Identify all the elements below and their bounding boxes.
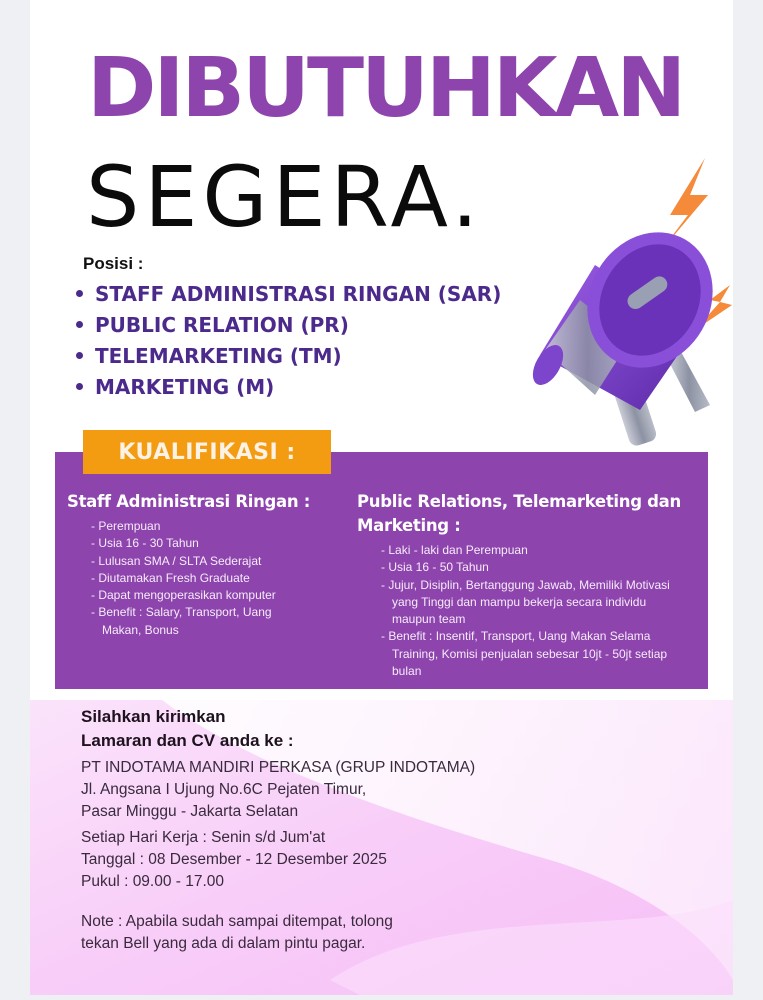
position-label: PUBLIC RELATION (PR) [95,312,349,337]
position-label: STAFF ADMINISTRASI RINGAN (SAR) [95,281,502,306]
contact-section [81,705,475,955]
position-item [76,340,501,371]
position-label: TELEMARKETING (TM) [95,343,342,368]
subheadline: SEGERA. [86,148,484,246]
time-range: Pukul : 09.00 - 17.00 [81,873,225,890]
positions-list [76,278,501,402]
position-item [76,371,501,402]
requirement-item: - Laki - laki dan Perempuan [381,542,691,559]
date-range: Tanggal : 08 Desember - 12 Desember 2025 [81,851,387,868]
note: Note : Apabila sudah sampai ditempat, tolong [81,913,393,930]
qualifications-badge: KUALIFIKASI : [83,430,331,474]
note: tekan Bell yang ada di dalam pintu pagar. [81,935,366,952]
requirement-item: - Benefit : Salary, Transport, Uang Makan, Bonus [91,604,312,639]
requirement-item: - Perempuan [91,518,357,535]
address-line: Jl. Angsana I Ujung No.6C Pejaten Timur, [81,781,367,798]
requirement-item: - Usia 16 - 30 Tahun [91,535,357,552]
bullet-icon [76,352,83,359]
qualifications-staff-admin [67,490,357,639]
position-item [76,309,501,340]
contact-heading: Lamaran dan CV anda ke : [81,731,294,750]
requirement-item: - Lulusan SMA / SLTA Sederajat [91,553,357,570]
position-label: MARKETING (M) [95,374,275,399]
bullet-icon [76,321,83,328]
positions-label: Posisi : [83,254,144,273]
requirement-item: - Diutamakan Fresh Graduate [91,570,357,587]
bullet-icon [76,290,83,297]
megaphone-icon [520,150,733,470]
qualification-title: Public Relations, Telemarketing dan Marketing : [357,492,681,535]
requirement-item: - Dapat mengoperasikan komputer [91,587,357,604]
company-name: PT INDOTAMA MANDIRI PERKASA (GRUP INDOTAMA) [81,759,476,776]
address-line: Pasar Minggu - Jakarta Selatan [81,803,299,820]
bullet-icon [76,383,83,390]
requirement-list [357,542,691,680]
qualification-title: Staff Administrasi Ringan : [67,492,311,511]
requirement-item: - Benefit : Insentif, Transport, Uang Makan Selama Training, Komisi penjualan sebesar 10jt - 50jt setiap bulan [381,628,691,680]
workdays: Setiap Hari Kerja : Senin s/d Jum'at [81,829,326,846]
requirement-item: - Jujur, Disiplin, Bertanggung Jawab, Memiliki Motivasi yang Tinggi dan mampu bekerja secara individu maupun team [381,577,691,629]
requirement-item: - Usia 16 - 50 Tahun [381,559,691,576]
headline: DIBUTUHKAN [87,41,684,136]
requirement-list [67,518,357,639]
qualifications-pr-tm-marketing [357,490,717,680]
position-item [76,278,501,309]
contact-heading: Silahkan kirimkan [81,707,226,726]
job-poster [30,0,733,995]
